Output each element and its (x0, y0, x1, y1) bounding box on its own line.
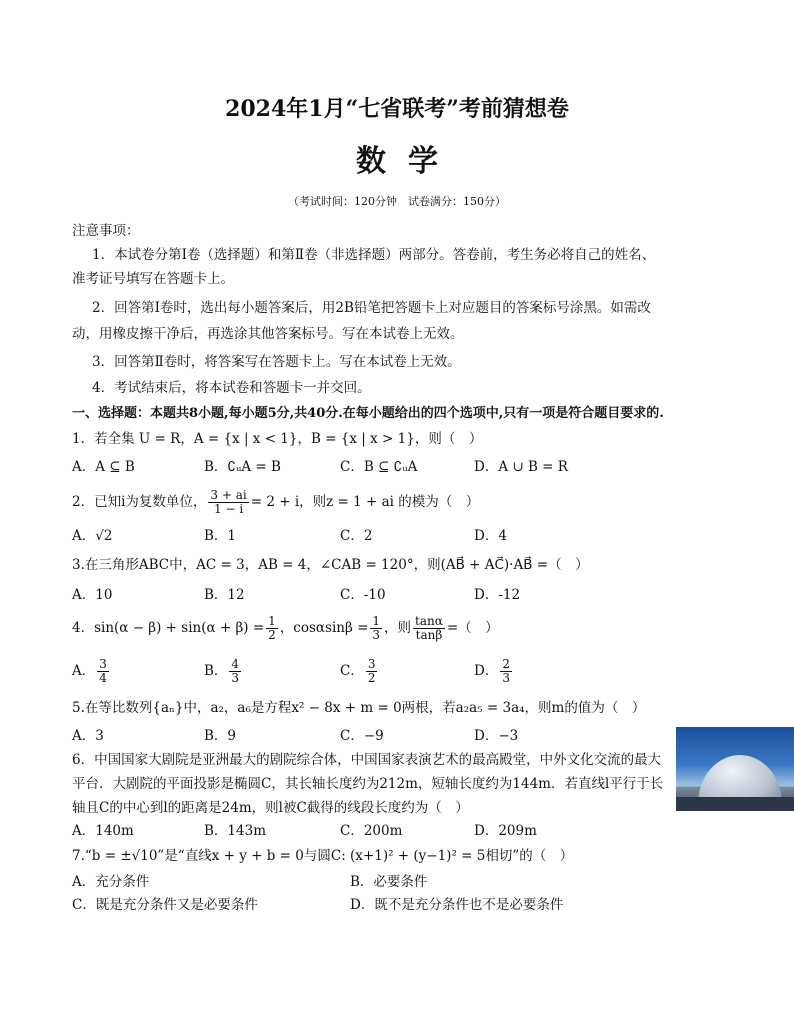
q4-fraction-2 (370, 615, 382, 642)
question-6-line: 轴且C的中心到l的距离是24m，则l被C截得的线段长度约为（ ） (72, 800, 469, 816)
q4-opt-den: 3 (231, 671, 240, 685)
opera-house-photo (676, 727, 794, 811)
section-heading: 一、选择题：本题共8小题,每小题5分,共40分.在每小题给出的四个选项中,只有一项是符合题目要求的. (72, 406, 664, 421)
q4-option-fraction (229, 658, 241, 685)
question-2-stem (72, 487, 479, 517)
q5-option-c: C．−9 (340, 728, 384, 744)
q6-option-c: C．200m (340, 823, 403, 839)
q3-option-b: B．12 (204, 587, 245, 603)
q4-option-label: B． (204, 663, 228, 679)
note-line: 动，用橡皮擦干净后，再选涂其他答案标号。写在本试卷上无效。 (72, 326, 464, 342)
q6-option-a: A．140m (72, 823, 134, 839)
q4-option-label: A． (72, 663, 96, 679)
q4-option-fraction (366, 658, 378, 685)
q2-option-c: C．2 (340, 528, 373, 544)
q3-option-d: D．-12 (474, 587, 521, 603)
q4-f3-num: tanα (415, 614, 443, 628)
q7-option-a: A．充分条件 (72, 874, 150, 890)
note-line: 准考证号填写在答题卡上。 (72, 271, 234, 287)
q4-mid2: ，则 (384, 620, 412, 636)
note-line: 3．回答第Ⅱ卷时，将答案写在答题卡上。写在本试卷上无效。 (92, 354, 461, 370)
q4-option-fraction (500, 658, 512, 685)
q7-option-b: B．必要条件 (350, 874, 428, 890)
q1-option-c: C．B ⊆ ∁ᵤA (340, 459, 418, 475)
q5-option-d: D．−3 (474, 728, 519, 744)
q4-post: =（ ） (446, 620, 499, 636)
q2-post: = 2 + i，则z = 1 + ai 的模为（ ） (250, 494, 480, 510)
q4-fraction-3 (413, 615, 445, 642)
q4-opt-den: 3 (502, 671, 510, 685)
q2-fraction (208, 489, 248, 516)
q4-option-fraction (97, 658, 109, 685)
q3-option-c: C．-10 (340, 587, 386, 603)
q4-opt-den: 4 (99, 671, 107, 685)
q4-option-label: D． (474, 663, 499, 679)
notes-heading: 注意事项： (72, 223, 140, 239)
question-4-stem (72, 613, 499, 643)
q1-option-d: D．A ∪ B = R (474, 459, 568, 475)
q4-option-c (340, 656, 379, 686)
note-line: 4．考试结束后，将本试卷和答题卡一并交回。 (92, 380, 371, 396)
q6-option-d: D．209m (474, 823, 537, 839)
q2-pre: 2．已知i为复数单位， (72, 494, 207, 510)
q7-option-d: D．既不是充分条件也不是必要条件 (350, 897, 564, 913)
q4-opt-num: 3 (367, 657, 376, 671)
water-reflection (676, 797, 794, 811)
q5-option-a: A．3 (72, 728, 104, 744)
q4-option-label: C． (340, 663, 364, 679)
q1-option-a: A．A ⊆ B (72, 459, 135, 475)
page-title: 2024年1月“七省联考”考前猜想卷 (225, 96, 569, 122)
note-line: 2．回答第Ⅰ卷时，选出每小题答案后，用2B铅笔把答题卡上对应题目的答案标号涂黑。如需改 (92, 300, 651, 316)
q4-opt-num: 2 (502, 657, 510, 671)
q4-f2-num: 1 (372, 614, 381, 628)
q4-option-b (204, 656, 243, 686)
question-3-stem: 3.在三角形ABC中，AC = 3，AB = 4，∠CAB = 120°，则(AB⃗ + AC⃗)·AB⃗ =（ ） (72, 557, 589, 573)
q3-option-a: A．10 (72, 587, 113, 603)
q4-f1-den: 2 (268, 628, 276, 642)
question-5-stem: 5.在等比数列{aₙ}中，a₂，a₆是方程x² − 8x + m = 0两根，若a₂a₅ = 3a₄，则m的值为（ ） (72, 700, 646, 716)
q2-option-d: D．4 (474, 528, 507, 544)
q4-f1-num: 1 (268, 614, 276, 628)
q4-pre: 4．sin(α − β) + sin(α + β) = (72, 620, 265, 636)
question-6-line: 6．中国国家大剧院是亚洲最大的剧院综合体，中国国家表演艺术的最高殿堂，中外文化交流的最大 (72, 752, 662, 768)
q4-mid: ，cosαsinβ = (279, 620, 369, 636)
q2-option-a: A．√2 (72, 528, 113, 544)
q4-option-d (474, 656, 514, 686)
q4-fraction-1 (266, 615, 278, 642)
note-line: 1．本试卷分第Ⅰ卷（选择题）和第Ⅱ卷（非选择题）两部分。答卷前，考生务必将自己的姓名、 (92, 247, 656, 263)
question-6-line: 平台．大剧院的平面投影是椭圆C，其长轴长度约为212m，短轴长度约为144m．若直线l平行于长 (72, 776, 664, 792)
q1-option-b: B．∁ᵤA = B (204, 459, 281, 475)
exam-info: （考试时间：120分钟 试卷满分：150分） (288, 195, 506, 208)
q4-opt-den: 2 (367, 671, 376, 685)
q4-f2-den: 3 (372, 628, 381, 642)
q4-opt-num: 4 (231, 657, 240, 671)
q5-option-b: B．9 (204, 728, 237, 744)
question-1-stem: 1．若全集 U = R，A = {x | x < 1}，B = {x | x > 1}，则（ ） (72, 431, 483, 447)
subject-title: 数学 (356, 144, 460, 179)
question-7-stem: 7.“b = ±√10”是“直线x + y + b = 0与圆C: (x+1)² + (y−1)² = 5相切”的（ ） (72, 848, 574, 864)
q2-fraction-den: 1 − i (214, 502, 244, 516)
q4-opt-num: 3 (99, 657, 107, 671)
q4-f3-den: tanβ (415, 628, 443, 642)
q6-option-b: B．143m (204, 823, 266, 839)
q2-fraction-num: 3 + ai (210, 488, 247, 502)
q7-option-c: C．既是充分条件又是必要条件 (72, 897, 258, 913)
q4-option-a (72, 656, 111, 686)
q2-option-b: B．1 (204, 528, 237, 544)
